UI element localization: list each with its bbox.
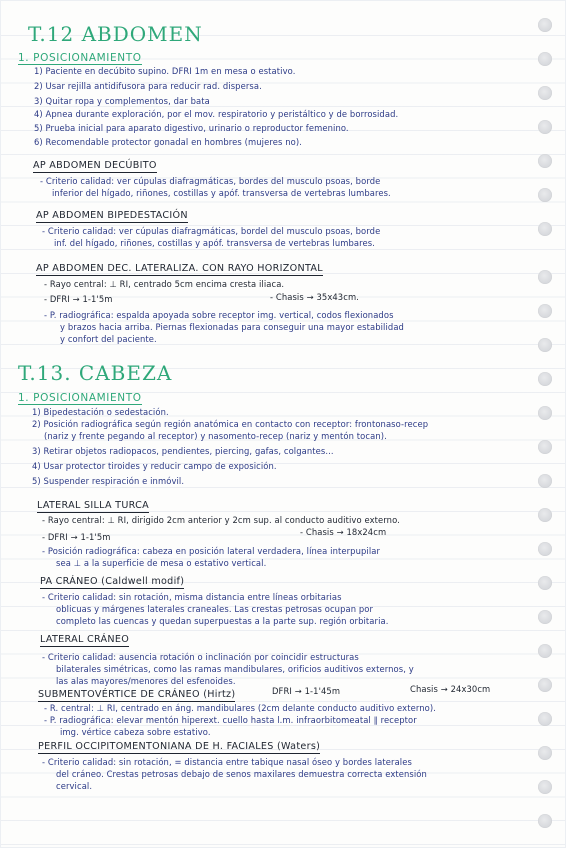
list-item: 2) Posición radiográfica según región anatómica en contacto con receptor: frontonaso-recep xyxy=(32,419,429,429)
heading-ap-abdomen-decubito: AP ABDOMEN DECÚBITO xyxy=(33,160,157,171)
section-title-abdomen: T.12 ABDOMEN xyxy=(28,22,203,46)
binder-hole xyxy=(538,18,552,32)
dfri-line: - DFRI → 1-1'5m xyxy=(42,532,111,542)
binder-hole xyxy=(538,304,552,318)
binder-hole xyxy=(538,86,552,100)
note-line: - Criterio calidad: sin rotación, misma distancia entre líneas orbitarias xyxy=(42,592,342,602)
binder-hole xyxy=(538,270,552,284)
binder-hole xyxy=(538,542,552,556)
note-line: bilaterales simétricas, como las ramas mandibulares, orificios auditivos externos, y xyxy=(56,664,414,674)
chasis-line: - Chasis → 18x24cm xyxy=(300,527,387,537)
list-item: 5) Suspender respiración e inmóvil. xyxy=(32,476,185,486)
subsection-title-posicionamiento: 1. POSICIONAMIENTO xyxy=(18,52,142,64)
list-item: 3) Retirar objetos radiopacos, pendientes, piercing, gafas, colgantes... xyxy=(32,446,334,456)
note-line: sea ⊥ a la superficie de mesa o estativo vertical. xyxy=(56,558,267,568)
note-line: del cráneo. Crestas petrosas debajo de senos maxilares demuestra correcta extensión xyxy=(56,769,427,779)
note-line: - P. radiográfica: elevar mentón hiperext. cuello hasta l.m. infraorbitomeatal ∥ receptor xyxy=(44,715,417,725)
heading-waters: PERFIL OCCIPITOMENTONIANA DE H. FACIALES (Waters) xyxy=(38,741,321,752)
list-item: 6) Recomendable protector gonadal en hombres (mujeres no). xyxy=(34,137,302,147)
rayo-central-line: - Rayo central: ⊥ RI, centrado 5cm encima cresta iliaca. xyxy=(44,279,285,289)
binder-hole xyxy=(538,814,552,828)
binder-hole xyxy=(538,678,552,692)
heading-lateral-silla-turca: LATERAL SILLA TURCA xyxy=(37,500,150,511)
binder-hole xyxy=(538,712,552,726)
binder-hole xyxy=(538,780,552,794)
note-line: - Criterio calidad: ver cúpulas diafragmáticas, bordel del musculo psoas, borde xyxy=(42,226,381,236)
binder-hole xyxy=(538,406,552,420)
rayo-central-line: - Rayo central: ⊥ RI, dirigido 2cm anterior y 2cm sup. al conducto auditivo externo. xyxy=(42,515,400,525)
note-line: - Criterio calidad: ausencia rotación o inclinación por coincidir estructuras xyxy=(42,652,359,662)
heading-submentovertice: SUBMENTOVÉRTICE DE CRÁNEO (Hirtz) xyxy=(38,689,236,700)
binder-hole xyxy=(538,154,552,168)
note-line: cervical. xyxy=(56,781,93,791)
binder-hole xyxy=(538,508,552,522)
note-line: - R. central: ⊥ RI, centrado en áng. mandibulares (2cm delante conducto auditivo externo). xyxy=(44,703,437,713)
note-line: inf. del hígado, riñones, costillas y apóf. transversa de vertebras lumbares. xyxy=(54,238,375,248)
heading-lateral-craneo: LATERAL CRÁNEO xyxy=(40,634,130,645)
binder-hole xyxy=(538,188,552,202)
note-line: y confort del paciente. xyxy=(60,334,157,344)
binder-hole xyxy=(538,474,552,488)
list-item: 4) Usar protector tiroides y reducir campo de exposición. xyxy=(32,461,277,471)
list-item: (nariz y frente pegando al receptor) y nasomento-recep (nariz y mentón tocan). xyxy=(44,431,387,441)
dfri-line: - DFRI → 1-1'5m xyxy=(44,294,113,304)
binder-hole xyxy=(538,746,552,760)
binder-hole xyxy=(538,372,552,386)
note-line: - Criterio calidad: sin rotación, = distancia entre tabique nasal óseo y bordes laterales xyxy=(42,757,412,767)
binder-hole xyxy=(538,440,552,454)
note-line: - Criterio calidad: ver cúpulas diafragmáticas, bordes del musculo psoas, borde xyxy=(40,176,381,186)
note-line: inferior del hígado, riñones, costillas y apóf. transversa de vertebras lumbares. xyxy=(52,188,391,198)
heading-pa-craneo: PA CRÁNEO (Caldwell modif) xyxy=(40,576,185,587)
heading-ap-abdomen-lateral: AP ABDOMEN DEC. LATERALIZA. CON RAYO HORIZONTAL xyxy=(36,263,323,274)
binder-hole xyxy=(538,52,552,66)
heading-ap-abdomen-bipedestacion: AP ABDOMEN BIPEDESTACIÓN xyxy=(36,210,188,221)
list-item: 5) Prueba inicial para aparato digestivo, urinario o reproductor femenino. xyxy=(34,123,349,133)
note-line: completo las cuencas y quedan superpuestas a la parte sup. región orbitaria. xyxy=(56,616,389,626)
note-line: - Posición radiográfica: cabeza en posición lateral verdadera, línea interpupilar xyxy=(42,546,381,556)
binder-hole xyxy=(538,338,552,352)
note-line: oblicuas y márgenes laterales craneales. Las crestas petrosas ocupan por xyxy=(56,604,374,614)
binder-hole xyxy=(538,120,552,134)
list-item: 1) Bipedestación o sedestación. xyxy=(32,407,169,417)
binder-hole xyxy=(538,576,552,590)
note-line: img. vértice cabeza sobre estativo. xyxy=(60,727,211,737)
note-line: y brazos hacia arriba. Piernas flexionadas para conseguir una mayor estabilidad xyxy=(60,322,404,332)
chasis-line: Chasis → 24x30cm xyxy=(410,684,491,694)
subsection-title-posicionamiento: 1. POSICIONAMIENTO xyxy=(18,392,142,404)
dfri-line: DFRI → 1-1'45m xyxy=(272,686,341,696)
binder-hole xyxy=(538,644,552,658)
section-title-cabeza: T.13. CABEZA xyxy=(18,361,173,385)
note-line: - P. radiográfica: espalda apoyada sobre receptor img. vertical, codos flexionados xyxy=(44,310,394,320)
note-line: las alas mayores/menores del esfenoides. xyxy=(56,676,236,686)
list-item: 4) Apnea durante exploración, por el mov. respiratorio y peristáltico y de borrosidad. xyxy=(34,109,399,119)
list-item: 2) Usar rejilla antidifusora para reducir rad. dispersa. xyxy=(34,81,262,91)
binder-hole xyxy=(538,610,552,624)
list-item: 1) Paciente en decúbito supino. DFRI 1m en mesa o estativo. xyxy=(34,66,296,76)
list-item: 3) Quitar ropa y complementos, dar bata xyxy=(34,96,210,106)
binder-hole xyxy=(538,222,552,236)
chasis-line: - Chasis → 35x43cm. xyxy=(270,292,359,302)
